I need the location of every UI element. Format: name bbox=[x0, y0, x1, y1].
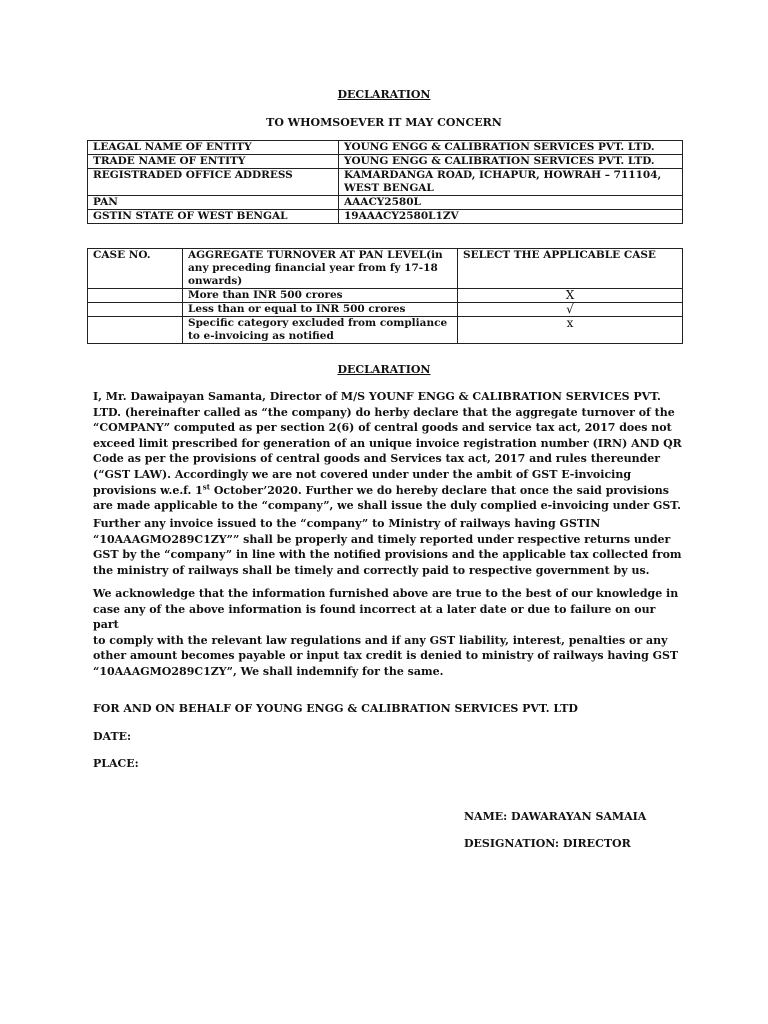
case-selection-mark: √ bbox=[458, 303, 683, 317]
gstin-value: 19AAACY2580L1ZV bbox=[339, 210, 683, 224]
trade-name-value: YOUNG ENGG & CALIBRATION SERVICES PVT. LTD. bbox=[339, 155, 683, 169]
paragraph-line: (“GST LAW). Accordingly we are not covered under under the ambit of GST E-invoicing bbox=[93, 467, 632, 481]
concern-heading: TO WHOMSOEVER IT MAY CONCERN bbox=[266, 116, 502, 129]
declaration-paragraph-1 bbox=[93, 389, 683, 514]
paragraph-line: the ministry of railways shall be timely and correctly paid to respective government by us. bbox=[93, 563, 650, 577]
date-label: DATE: bbox=[93, 730, 132, 743]
case-selection-mark: X bbox=[458, 289, 683, 303]
paragraph-line: LTD. (hereinafter called as “the company) do herby declare that the aggregate turnover of the bbox=[93, 405, 675, 419]
table-row bbox=[88, 289, 683, 303]
ordinal-suffix: st bbox=[202, 481, 210, 491]
paragraph-line: “10AAAGMO289C1ZY”, We shall indemnify for the same. bbox=[93, 664, 444, 678]
table-row bbox=[88, 169, 683, 196]
table-row bbox=[88, 303, 683, 317]
table-row bbox=[88, 141, 683, 155]
paragraph-line: I, Mr. Dawaipayan Samanta, Director of M/S YOUNF ENGG & CALIBRATION SERVICES PVT. bbox=[93, 390, 661, 403]
on-behalf-line: FOR AND ON BEHALF OF YOUNG ENGG & CALIBRATION SERVICES PVT. LTD bbox=[93, 702, 578, 715]
trade-name-label: TRADE NAME OF ENTITY bbox=[88, 155, 339, 169]
case-description: Less than or equal to INR 500 crores bbox=[183, 303, 458, 317]
paragraph-line: “10AAAGMO289C1ZY”” shall be properly and timely reported under respective returns under bbox=[93, 532, 671, 546]
case-number-cell bbox=[88, 317, 183, 344]
paragraph-line: case any of the above information is found incorrect at a later date or due to failure on our part bbox=[93, 602, 656, 632]
case-number-cell bbox=[88, 303, 183, 317]
pan-label: PAN bbox=[88, 196, 339, 210]
turnover-header-line2: any preceding financial year from fy 17-18 bbox=[188, 262, 438, 274]
table-header-row bbox=[88, 249, 683, 289]
signatory-designation: DESIGNATION: DIRECTOR bbox=[464, 837, 631, 850]
pan-value: AAACY2580L bbox=[339, 196, 683, 210]
turnover-header-line1: AGGREGATE TURNOVER AT PAN LEVEL(in bbox=[188, 249, 443, 261]
declaration-heading: DECLARATION bbox=[337, 88, 431, 101]
turnover-case-table bbox=[87, 248, 683, 344]
paragraph-line: GST by the “company” in line with the notified provisions and the applicable tax collected from bbox=[93, 548, 682, 562]
signatory-name: NAME: DAWARAYAN SAMAIA bbox=[464, 810, 647, 823]
gstin-label: GSTIN STATE OF WEST BENGAL bbox=[88, 210, 339, 224]
declaration-subheading: DECLARATION bbox=[337, 363, 431, 376]
paragraph-line: Further any invoice issued to the “company” to Ministry of railways having GSTIN bbox=[93, 517, 601, 530]
turnover-header bbox=[183, 249, 458, 289]
paragraph-line: Code as per the provisions of central goods and Services tax act, 2017 and rules thereunder bbox=[93, 452, 661, 466]
turnover-header-line3: onwards) bbox=[188, 275, 243, 287]
declaration-paragraph-3 bbox=[93, 586, 683, 680]
paragraph-line: to comply with the relevant law regulations and if any GST liability, interest, penalties or any bbox=[93, 633, 668, 647]
legal-name-label: LEAGAL NAME OF ENTITY bbox=[88, 141, 339, 155]
select-case-header: SELECT THE APPLICABLE CASE bbox=[458, 249, 683, 289]
office-address-line2: WEST BENGAL bbox=[344, 182, 434, 194]
paragraph-text: provisions w.e.f. 1 bbox=[93, 483, 203, 497]
paragraph-line bbox=[93, 483, 683, 499]
paragraph-line: “COMPANY” computed as per section 2(6) of central goods and service tax act, 2017 does not bbox=[93, 421, 672, 435]
case-description-line1: Specific category excluded from compliance bbox=[188, 317, 448, 329]
declaration-paragraph-2 bbox=[93, 516, 683, 578]
office-address-value bbox=[339, 169, 683, 196]
paragraph-line: other amount becomes payable or input tax credit is denied to ministry of railways having GST bbox=[93, 649, 679, 663]
case-description: More than INR 500 crores bbox=[183, 289, 458, 303]
case-selection-mark: x bbox=[458, 317, 683, 344]
paragraph-text: October’2020. Further we do hereby declare that once the said provisions bbox=[209, 483, 669, 497]
paragraph-line: exceed limit prescribed for generation of an unique invoice registration number (IRN) AND QR bbox=[93, 436, 682, 450]
case-no-header: CASE NO. bbox=[88, 249, 183, 289]
place-label: PLACE: bbox=[93, 757, 139, 770]
table-row bbox=[88, 155, 683, 169]
table-row bbox=[88, 210, 683, 224]
table-row bbox=[88, 196, 683, 210]
paragraph-line: are made applicable to the “company”, we shall issue the duly complied e-invoicing under GST. bbox=[93, 499, 681, 513]
case-description bbox=[183, 317, 458, 344]
paragraph-line: We acknowledge that the information furnished above are true to the best of our knowledge in bbox=[93, 587, 679, 600]
office-address-label: REGISTRADED OFFICE ADDRESS bbox=[88, 169, 339, 196]
entity-details-table bbox=[87, 140, 683, 224]
legal-name-value: YOUNG ENGG & CALIBRATION SERVICES PVT. LTD. bbox=[339, 141, 683, 155]
case-description-line2: to e-invoicing as notified bbox=[188, 330, 334, 342]
case-number-cell bbox=[88, 289, 183, 303]
table-row bbox=[88, 317, 683, 344]
office-address-line1: KAMARDANGA ROAD, ICHAPUR, HOWRAH – 711104, bbox=[344, 169, 662, 181]
